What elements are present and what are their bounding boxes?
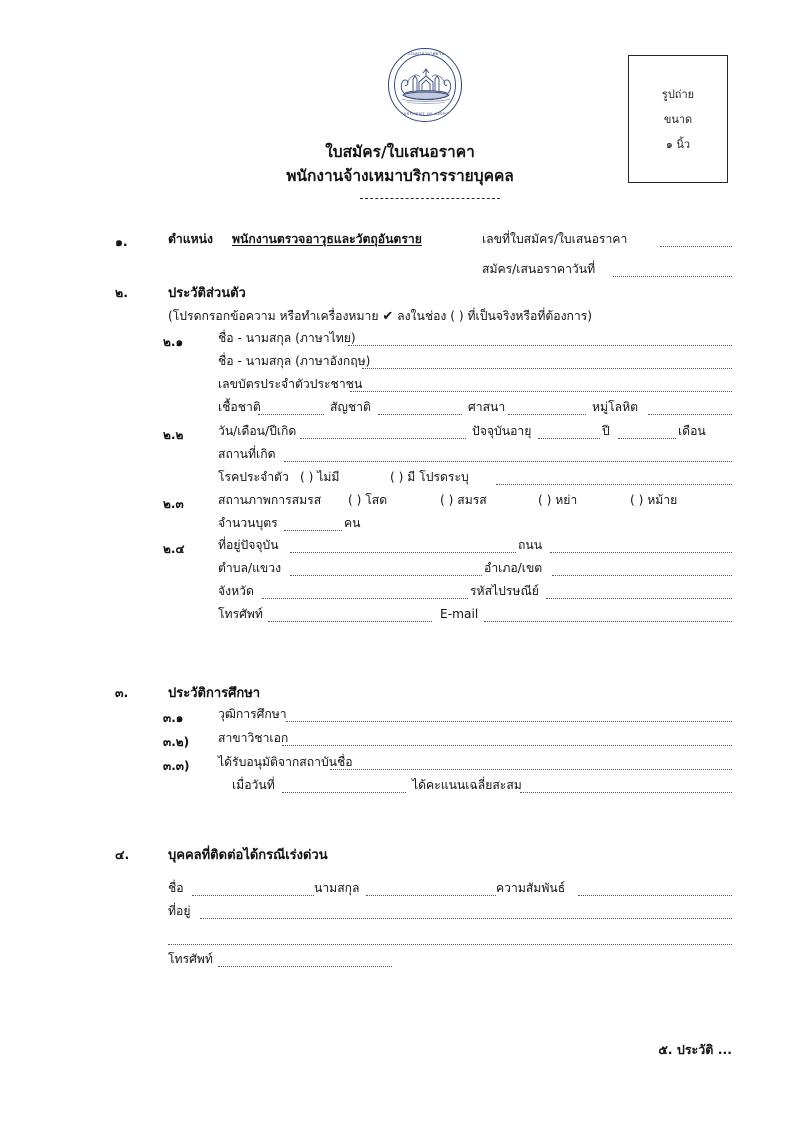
district-field[interactable] bbox=[552, 575, 732, 576]
religion-label: ศาสนา bbox=[468, 400, 506, 414]
emergency-address-label: ที่อยู่ bbox=[168, 904, 191, 918]
seal-bottom-text: DEPARTMENT OF AIRPORTS bbox=[394, 111, 458, 117]
postal-code-label: รหัสไปรษณีย์ bbox=[470, 584, 539, 598]
section-2-number: ๒. bbox=[115, 285, 128, 300]
section-2-instruction bbox=[168, 307, 592, 326]
instruction-text-after: ลงในช่อง ( ) ที่เป็นจริงหรือที่ต้องการ) bbox=[397, 309, 593, 323]
marital-option-divorced[interactable]: ( ) หย่า bbox=[538, 493, 578, 507]
marital-status-label: สถานภาพการสมรส bbox=[218, 493, 322, 507]
emergency-relationship-label: ความสัมพันธ์ bbox=[496, 881, 566, 895]
royal-barge-seal-icon bbox=[388, 48, 462, 122]
phone-field[interactable] bbox=[268, 621, 432, 622]
item-2-1-number: ๒.๑ bbox=[163, 335, 184, 349]
major-field[interactable] bbox=[282, 745, 732, 746]
item-2-3-number: ๒.๓ bbox=[163, 497, 184, 511]
road-field[interactable] bbox=[550, 552, 732, 553]
blood-type-field[interactable] bbox=[648, 414, 732, 415]
instruction-text-before: (โปรดกรอกข้อความ หรือทำเครื่องหมาย bbox=[168, 309, 379, 323]
institution-field[interactable] bbox=[330, 769, 732, 770]
graduation-date-label: เมื่อวันที่ bbox=[232, 778, 275, 792]
form-header bbox=[0, 0, 800, 215]
gpa-field[interactable] bbox=[520, 792, 732, 793]
religion-field[interactable] bbox=[508, 414, 586, 415]
road-label: ถนน bbox=[518, 538, 543, 552]
birth-date-field[interactable] bbox=[300, 438, 466, 439]
age-years-unit: ปี bbox=[602, 424, 610, 438]
graduation-date-field[interactable] bbox=[282, 792, 406, 793]
children-unit-label: คน bbox=[344, 516, 361, 530]
position-value: พนักงานตรวจอาวุธและวัตถุอันตราย bbox=[232, 232, 422, 246]
disease-option-yes[interactable]: ( ) มี โปรดระบุ bbox=[390, 470, 469, 484]
institution-label: ได้รับอนุมัติจากสถาบันชื่อ bbox=[218, 755, 353, 769]
name-thai-field[interactable] bbox=[348, 345, 732, 346]
name-thai-label: ชื่อ - นามสกุล (ภาษาไทย) bbox=[218, 331, 356, 345]
children-count-field[interactable] bbox=[284, 530, 342, 531]
ethnicity-label: เชื้อชาติ bbox=[218, 400, 261, 414]
disease-specify-field[interactable] bbox=[496, 484, 732, 485]
checkmark-icon: ✔ bbox=[382, 309, 394, 324]
age-months-field[interactable] bbox=[618, 438, 676, 439]
gpa-label: ได้คะแนนเฉลี่ยสะสม bbox=[412, 778, 522, 792]
title-separator bbox=[360, 198, 500, 199]
emergency-last-name-label: นามสกุล bbox=[314, 881, 360, 895]
item-2-2-number: ๒.๒ bbox=[163, 428, 184, 442]
postal-code-field[interactable] bbox=[546, 598, 732, 599]
marital-option-married[interactable]: ( ) สมรส bbox=[440, 493, 487, 507]
children-count-label: จำนวนบุตร bbox=[218, 516, 278, 530]
emergency-address-field-line2[interactable] bbox=[168, 944, 732, 945]
emergency-address-field-line1[interactable] bbox=[200, 918, 732, 919]
email-field[interactable] bbox=[484, 621, 732, 622]
item-3-2-number: ๓.๒) bbox=[163, 735, 190, 749]
birth-place-label: สถานที่เกิด bbox=[218, 447, 276, 461]
subdistrict-label: ตำบล/แขวง bbox=[218, 561, 282, 575]
id-card-field[interactable] bbox=[350, 391, 732, 392]
application-number-field[interactable] bbox=[660, 246, 732, 247]
emergency-phone-field[interactable] bbox=[218, 966, 392, 967]
section-2-title: ประวัติส่วนตัว bbox=[168, 286, 246, 301]
province-label: จังหวัด bbox=[218, 584, 254, 598]
nationality-label: สัญชาติ bbox=[330, 400, 371, 414]
emergency-first-name-field[interactable] bbox=[192, 895, 314, 896]
birth-place-field[interactable] bbox=[284, 461, 732, 462]
name-english-label: ชื่อ - นามสกุล (ภาษาอังกฤษ) bbox=[218, 354, 371, 368]
application-number-label: เลขที่ใบสมัคร/ใบเสนอราคา bbox=[482, 232, 628, 246]
section-1-number: ๑. bbox=[115, 234, 128, 249]
name-english-field[interactable] bbox=[362, 368, 732, 369]
section-4-number: ๔. bbox=[115, 847, 130, 862]
district-label: อำเภอ/เขต bbox=[484, 561, 543, 575]
section-4-title: บุคคลที่ติดต่อได้กรณีเร่งด่วน bbox=[168, 848, 328, 863]
item-3-1-number: ๓.๑ bbox=[163, 711, 184, 725]
birth-date-label: วัน/เดือน/ปีเกิด bbox=[218, 424, 297, 438]
marital-option-widowed[interactable]: ( ) หม้าย bbox=[630, 493, 678, 507]
emergency-phone-label: โทรศัพท์ bbox=[168, 952, 213, 966]
emergency-first-name-label: ชื่อ bbox=[168, 881, 184, 895]
ethnicity-field[interactable] bbox=[258, 414, 324, 415]
photo-label-line-1: รูปถ่าย bbox=[661, 87, 695, 101]
phone-label: โทรศัพท์ bbox=[218, 607, 263, 621]
id-card-label: เลขบัตรประจำตัวประชาชน bbox=[218, 377, 363, 391]
current-address-label: ที่อยู่ปัจจุบัน bbox=[218, 538, 279, 552]
department-seal bbox=[388, 48, 462, 122]
section-3-number: ๓. bbox=[115, 685, 129, 700]
major-label: สาขาวิชาเอก bbox=[218, 731, 289, 745]
form-title bbox=[200, 140, 600, 188]
form-title-line-2: พนักงานจ้างเหมาบริการรายบุคคล bbox=[286, 167, 514, 185]
marital-option-single[interactable]: ( ) โสด bbox=[348, 493, 388, 507]
blood-type-label: หมู่โลหิต bbox=[592, 400, 639, 414]
position-label: ตำแหน่ง bbox=[168, 232, 213, 246]
item-3-3-number: ๓.๓) bbox=[163, 759, 190, 773]
current-age-label: ปัจจุบันอายุ bbox=[472, 424, 532, 438]
seal-top-text: กรมท่าอากาศยาน bbox=[407, 52, 445, 57]
education-level-label: วุฒิการศึกษา bbox=[218, 707, 287, 721]
disease-option-none[interactable]: ( ) ไม่มี bbox=[300, 470, 340, 484]
age-years-field[interactable] bbox=[538, 438, 600, 439]
nationality-field[interactable] bbox=[378, 414, 462, 415]
application-date-label: สมัคร/เสนอราคาวันที่ bbox=[482, 262, 596, 276]
education-level-field[interactable] bbox=[286, 721, 732, 722]
email-label: E-mail bbox=[440, 607, 479, 621]
current-address-field[interactable] bbox=[290, 552, 516, 553]
photo-label-line-2: ขนาด bbox=[663, 112, 693, 126]
photo-placeholder-box bbox=[628, 55, 728, 183]
photo-label-line-3: ๑ นิ้ว bbox=[665, 137, 691, 151]
age-months-unit: เดือน bbox=[678, 424, 706, 438]
section-3-title: ประวัติการศึกษา bbox=[168, 686, 261, 701]
congenital-disease-label: โรคประจำตัว bbox=[218, 470, 289, 484]
page-continuation-note: ๕. ประวัติ ... bbox=[658, 1042, 732, 1057]
application-date-field[interactable] bbox=[613, 276, 732, 277]
emergency-last-name-field[interactable] bbox=[366, 895, 496, 896]
province-field[interactable] bbox=[262, 598, 468, 599]
emergency-relationship-field[interactable] bbox=[578, 895, 732, 896]
subdistrict-field[interactable] bbox=[290, 575, 482, 576]
item-2-4-number: ๒.๔ bbox=[163, 542, 185, 556]
form-title-line-1: ใบสมัคร/ใบเสนอราคา bbox=[325, 143, 475, 161]
